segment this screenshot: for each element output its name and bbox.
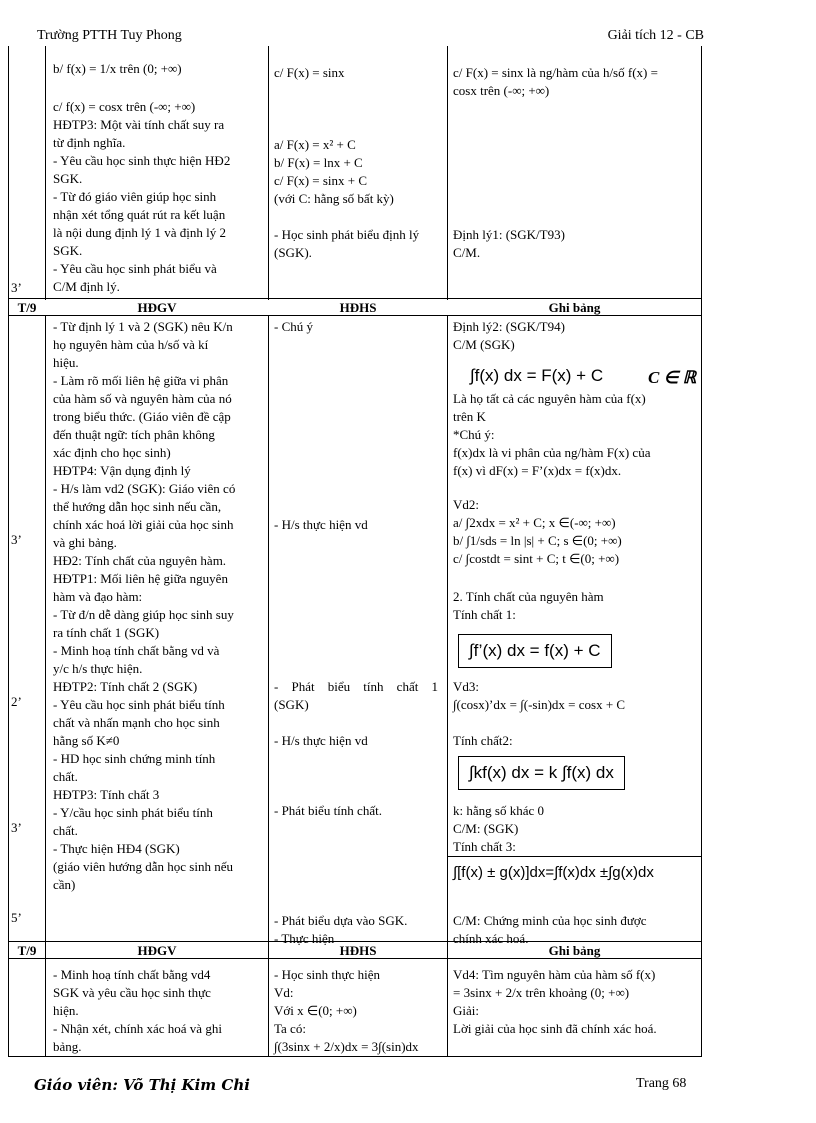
text-line: - HD học sinh chứng minh tính (53, 751, 216, 766)
text-line: Với x ∈(0; +∞) (274, 1003, 357, 1018)
column-header-row (9, 300, 701, 316)
text-line: - Yêu cầu học sinh phát biểu tính (53, 697, 225, 712)
text-line: HĐTP2: Tính chất 2 (SGK) (53, 679, 198, 694)
col-header-board: Ghi bảng (548, 943, 601, 958)
text-line: k: hằng số khác 0 (453, 803, 544, 818)
text-line: Vd4: Tìm nguyên hàm của hàm số f(x) (453, 967, 656, 982)
text-line: - Yêu cầu học sinh thực hiện HĐ2 (53, 153, 231, 168)
time-label: 3’ (11, 820, 22, 835)
row-divider (9, 941, 701, 942)
text-line: f(x) vì dF(x) = F’(x)dx = f(x)dx. (453, 463, 622, 478)
text-line: HĐTP4: Vận dụng định lý (53, 463, 191, 478)
col-header-student: HĐHS (339, 943, 377, 958)
text-line: trong biểu thức. (Giáo viên đề cập (53, 409, 231, 424)
text-line: *Chú ý: (453, 427, 495, 442)
text-line: - Làm rõ mối liên hệ giữa vi phân (53, 373, 229, 388)
text-line: Ta có: (274, 1021, 306, 1036)
text-line: a/ F(x) = x² + C (274, 137, 356, 152)
text-line: - Yêu cầu học sinh phát biểu và (53, 261, 217, 276)
text-line: của hàm số và nguyên hàm của nó (53, 391, 232, 406)
text-line: chính xác hoá lời giải của học sinh (53, 517, 234, 532)
row-divider (9, 315, 701, 316)
text-line: - Từ đó giáo viên giúp học sinh (53, 189, 217, 204)
text-line: SGK và yêu cầu học sinh thực (53, 985, 211, 1000)
teacher-signature: Giáo viên: Võ Thị Kim Chi (34, 1076, 250, 1094)
text-line: HĐTP3: Tính chất 3 (53, 787, 160, 802)
text-line: 2. Tính chất của nguyên hàm (453, 589, 604, 604)
text-line: hiện. (53, 1003, 79, 1018)
text-line: HĐTP1: Mối liên hệ giữa nguyên (53, 571, 228, 586)
text-line: hàm và đạo hàm: (53, 589, 143, 604)
text-line: Định lý1: (SGK/T93) (453, 227, 565, 242)
text-line: SGK. (53, 243, 83, 258)
subject-title: Giải tích 12 - CB (607, 28, 704, 43)
text-line: xác định cho học sinh) (53, 445, 171, 460)
text-line: chất. (53, 823, 78, 838)
text-line: (với C: hằng số bất kỳ) (274, 191, 394, 206)
property-2-formula: ∫kf(x) dx = k ∫f(x) dx (458, 756, 625, 790)
text-line: c/ F(x) = sinx (274, 65, 345, 80)
text-line: - Phát biểu dựa vào SGK. (274, 913, 408, 928)
text-line: - Thực hiện HĐ4 (SGK) (53, 841, 180, 856)
text-line: nhận xét tổng quát rút ra kết luận (53, 207, 226, 222)
row-divider (9, 298, 701, 299)
page-number: Trang 68 (636, 1076, 687, 1091)
board-divider (447, 856, 700, 857)
text-line: ∫(cosx)’dx = ∫(-sin)dx = cosx + C (453, 697, 626, 712)
text-line: c/ F(x) = sinx là ng/hàm của h/số f(x) = (453, 65, 658, 80)
text-line: f(x)dx là vi phân của ng/hàm F(x) của (453, 445, 651, 460)
col-divider (268, 46, 269, 1056)
text-line: - Học sinh thực hiện (274, 967, 380, 982)
text-line: b/ F(x) = lnx + C (274, 155, 363, 170)
text-line: y/c h/s thực hiện. (53, 661, 143, 676)
text-line: Vd2: (453, 497, 479, 512)
time-label: 3’ (11, 280, 22, 295)
text-line: - Minh hoạ tính chất bằng vd4 (53, 967, 211, 982)
text-line: từ định nghĩa. (53, 135, 126, 150)
text-line: trên K (453, 409, 486, 424)
text-line: HĐ2: Tính chất của nguyên hàm. (53, 553, 227, 568)
col-divider (45, 46, 46, 1056)
text-line: C/M (SGK) (453, 337, 515, 352)
text-line: Tính chất 3: (453, 839, 516, 854)
text-line: b/ f(x) = 1/x trên (0; +∞) (53, 61, 182, 76)
constant-set: C ∈ ℝ (648, 368, 697, 387)
text-line: c/ f(x) = cosx trên (-∞; +∞) (53, 99, 196, 114)
text-line: C/M. (453, 245, 481, 260)
text-line: (giáo viên hướng dẫn học sinh nếu (53, 859, 233, 874)
text-line: cần) (53, 877, 76, 892)
text-line: - Nhận xét, chính xác hoá và ghi (53, 1021, 222, 1036)
text-line: đến thuật ngữ: tích phân không (53, 427, 215, 442)
text-line: - H/s thực hiện vd (274, 733, 368, 748)
col-header-board: Ghi bảng (548, 300, 601, 315)
col-divider (447, 46, 448, 1056)
text-line: a/ ∫2xdx = x² + C; x ∈(-∞; +∞) (453, 515, 616, 530)
text-line: (SGK) (274, 697, 309, 712)
text-line: - Phát biểu tính chất 1 (274, 679, 438, 694)
text-line: chính xác hoá. (453, 931, 529, 946)
text-line: hiệu. (53, 355, 79, 370)
property-3-formula: ∫[f(x) ± g(x)]dx=∫f(x)dx ±∫g(x)dx (453, 864, 654, 881)
text-line: - Y/cầu học sinh phát biểu tính (53, 805, 213, 820)
text-line: C/M: (SGK) (453, 821, 519, 836)
text-line: ∫(3sinx + 2/x)dx = 3∫(sin)dx (274, 1039, 419, 1054)
col-header-student: HĐHS (339, 300, 377, 315)
col-header-teacher: HĐGV (137, 943, 177, 958)
formula-antiderivative: ∫f(x) dx = F(x) + C (470, 366, 604, 385)
text-line: cosx trên (-∞; +∞) (453, 83, 550, 98)
text-line: C/M định lý. (53, 279, 120, 294)
row-divider (9, 958, 701, 959)
text-line: C/M: Chứng minh của học sinh được (453, 913, 647, 928)
text-line: SGK. (53, 171, 83, 186)
text-line: c/ ∫costdt = sint + C; t ∈(0; +∞) (453, 551, 620, 566)
property-1-formula: ∫f’(x) dx = f(x) + C (458, 634, 612, 668)
text-line: - Thực hiện (274, 931, 335, 946)
text-line: - Từ đ/n dễ dàng giúp học sinh suy (53, 607, 234, 622)
text-line: Vd3: (453, 679, 479, 694)
text-line: c/ F(x) = sinx + C (274, 173, 368, 188)
text-line: ra tính chất 1 (SGK) (53, 625, 160, 640)
text-line: - Từ định lý 1 và 2 (SGK) nêu K/n (53, 319, 233, 334)
text-line: - H/s thực hiện vd (274, 517, 368, 532)
text-line: Tính chất2: (453, 733, 513, 748)
time-label: 3’ (11, 532, 22, 547)
text-line: - H/s làm vd2 (SGK): Giáo viên có (53, 481, 236, 496)
text-line: HĐTP3: Một vài tính chất suy ra (53, 117, 225, 132)
text-line: chất và nhấn mạnh cho học sinh (53, 715, 220, 730)
time-label: 2’ (11, 694, 22, 709)
text-line: b/ ∫1/sds = ln |s| + C; s ∈(0; +∞) (453, 533, 622, 548)
column-header-row (9, 943, 701, 959)
time-label: 5’ (11, 910, 22, 925)
text-line: là nội dung định lý 1 và định lý 2 (53, 225, 226, 240)
text-line: và ghi bảng. (53, 535, 117, 550)
text-line: hằng số K≠0 (53, 733, 120, 748)
school-name: Trường PTTH Tuy Phong (37, 28, 182, 43)
text-line: họ nguyên hàm của h/số và kí (53, 337, 209, 352)
text-line: Giải: (453, 1003, 479, 1018)
text-line: (SGK). (274, 245, 312, 260)
text-line: Tính chất 1: (453, 607, 516, 622)
text-line: Định lý2: (SGK/T94) (453, 319, 565, 334)
text-line: thể hướng dẫn học sinh nếu cần, (53, 499, 222, 514)
text-line: - Phát biểu tính chất. (274, 803, 382, 818)
text-line: bảng. (53, 1039, 82, 1054)
text-line: chất. (53, 769, 78, 784)
text-line: Vd: (274, 985, 294, 1000)
text-line: - Chú ý (274, 319, 313, 334)
text-line: = 3sinx + 2/x trên khoảng (0; +∞) (453, 985, 630, 1000)
col-header-time: T/9 (17, 300, 37, 315)
text-line: - Minh hoạ tính chất bằng vd và (53, 643, 220, 658)
col-header-time: T/9 (17, 943, 37, 958)
text-line: Là họ tất cả các nguyên hàm của f(x) (453, 391, 646, 406)
text-line: - Học sinh phát biểu định lý (274, 227, 420, 242)
text-line: Lời giải của học sinh đã chính xác hoá. (453, 1021, 657, 1036)
col-header-teacher: HĐGV (137, 300, 177, 315)
